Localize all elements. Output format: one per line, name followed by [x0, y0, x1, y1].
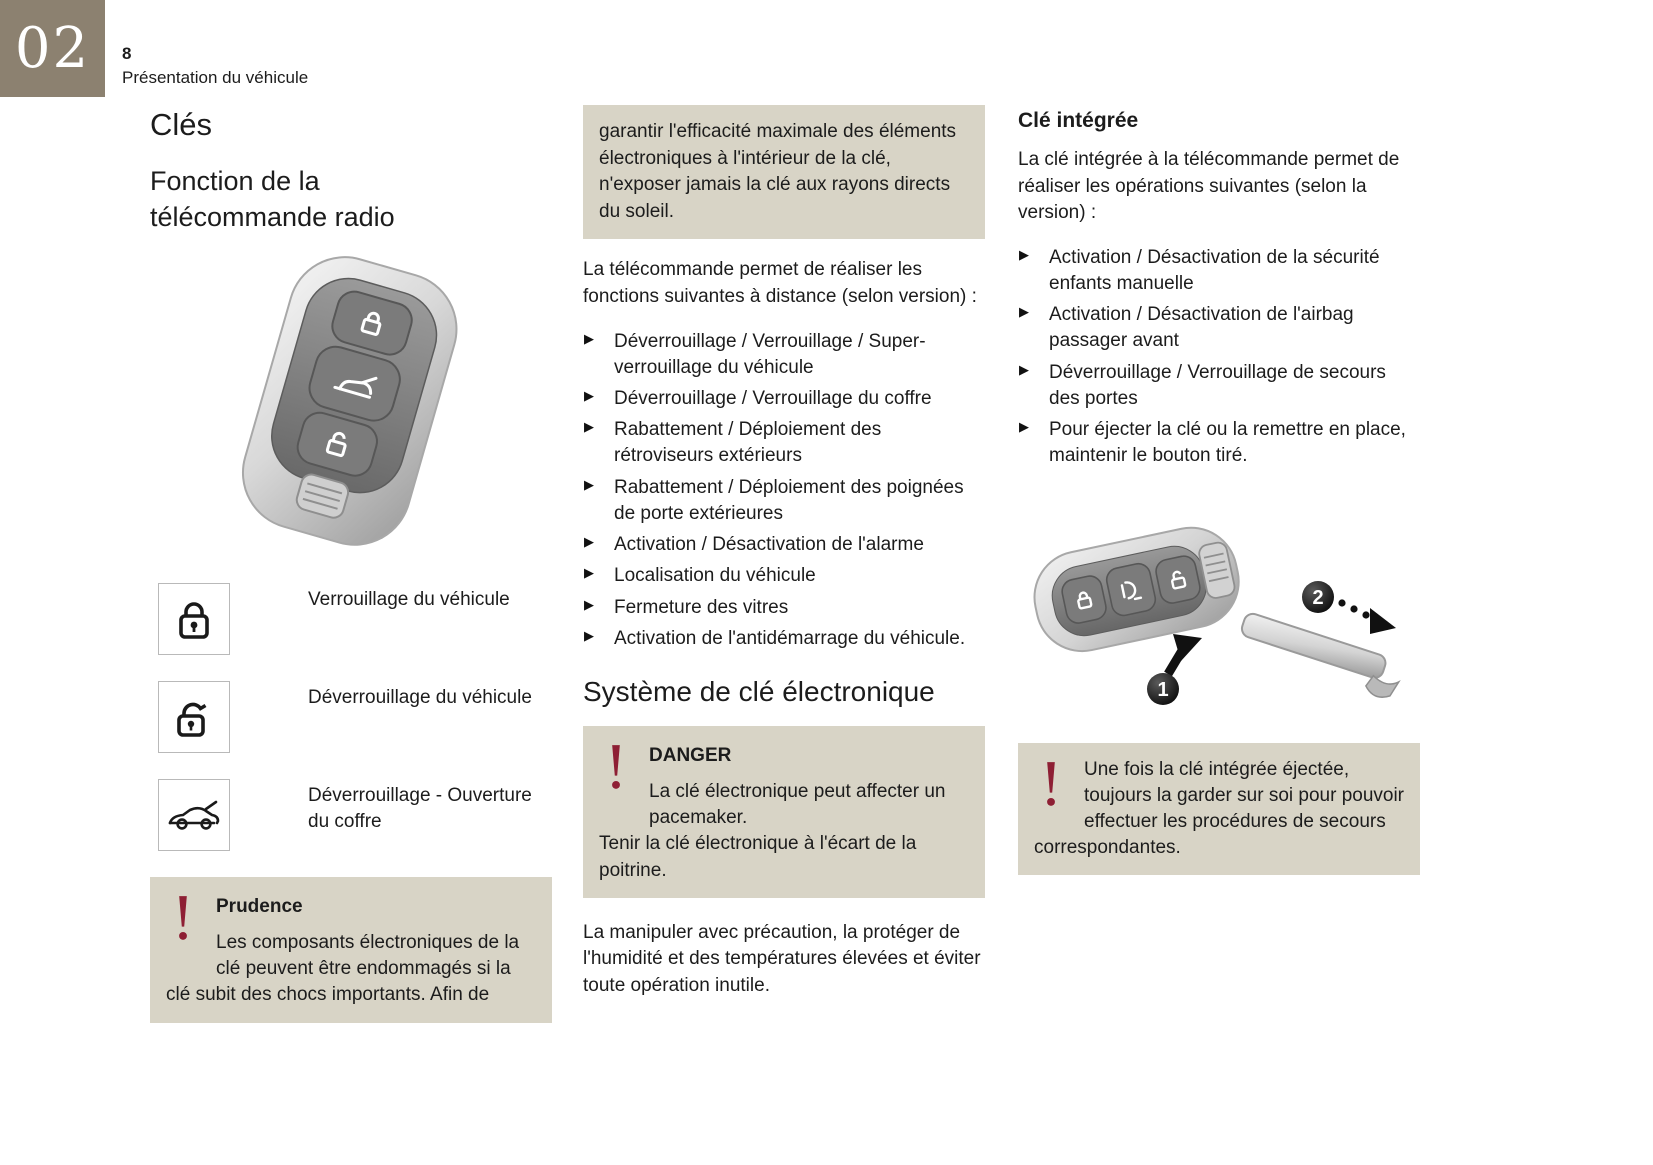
list-item: [583, 532, 985, 558]
list-item: [583, 626, 985, 652]
danger-icon: [605, 744, 639, 814]
page-number: 8: [122, 44, 132, 63]
step-1-label: 1: [1157, 678, 1169, 701]
remote-key-image: [150, 250, 545, 555]
remote-functions-list: [583, 329, 985, 652]
bullet-arrow-icon: ▶: [584, 331, 594, 347]
bullet-arrow-icon: ▶: [1019, 247, 1029, 263]
key-eject-image: [1018, 484, 1418, 719]
bullet-arrow-icon: ▶: [584, 420, 594, 436]
legend-label: Déverrouillage - Ouverture du coffre: [308, 784, 532, 832]
electronic-key-heading: Système de clé électronique: [583, 675, 935, 707]
list-item-text: Fermeture des vitres: [614, 596, 789, 618]
lock-closed-icon: [158, 583, 230, 655]
key-eject-illustration: [1018, 484, 1418, 719]
right-column: [1018, 105, 1420, 875]
integrated-key-heading: Clé intégrée: [1018, 109, 1139, 132]
list-item-text: Activation de l'antidémarrage du véhicule.: [614, 627, 966, 649]
chapter-badge: [0, 0, 105, 97]
chapter-section-title: Présentation du véhicule: [122, 68, 309, 87]
sub-heading: Fonction de la télécommande radio: [150, 166, 395, 233]
list-item-text: Déverrouillage / Verrouillage de secours des portes: [1049, 361, 1386, 409]
legend-label: Verrouillage du véhicule: [308, 588, 510, 610]
list-item-text: Activation / Désactivation de la sécurité enfants manuelle: [1049, 246, 1380, 294]
caution-box: [150, 877, 552, 1023]
list-item-text: Localisation du véhicule: [614, 565, 816, 587]
danger-title: DANGER: [649, 744, 732, 766]
list-item-text: Déverrouillage / Verrouillage / Super-verrouillage du véhicule: [614, 330, 926, 378]
legend-row-trunk: [150, 779, 552, 851]
middle-column: [583, 105, 985, 1018]
list-item: [583, 563, 985, 589]
list-item-text: Activation / Désactivation de l'airbag passager avant: [1049, 304, 1354, 352]
bullet-arrow-icon: ▶: [584, 628, 594, 644]
bullet-arrow-icon: ▶: [584, 389, 594, 404]
step-2-label: 2: [1312, 586, 1324, 609]
bullet-arrow-icon: ▶: [1019, 305, 1029, 321]
caution-continuation-box: [583, 105, 985, 239]
list-item-text: Activation / Désactivation de l'alarme: [614, 534, 924, 556]
dotted-arrow: [1338, 599, 1396, 634]
list-item: [1018, 302, 1420, 354]
chapter-number: 02: [14, 16, 91, 81]
caution-continuation-text: garantir l'efficacité maximale des éléments électroniques à l'intérieur de la clé, n'exposer jamais la clé aux rayons directs du soleil.: [599, 121, 957, 222]
remote-key-illustration: [150, 250, 545, 555]
note-text: Une fois la clé intégrée éjectée, toujours la garder sur soi pour pouvoir effectuer les procédures de secours correspondantes.: [1034, 758, 1405, 859]
remote-functions-intro: La télécommande permet de réaliser les fonctions suivantes à distance (selon version) :: [583, 259, 977, 307]
list-item: [583, 417, 985, 469]
page-heading: Clés: [150, 107, 213, 142]
caution-text: Les composants électroniques de la clé peuvent être endommagés si la clé subit des chocs importants. Afin de: [166, 931, 520, 1006]
integrated-key-intro: La clé intégrée à la télécommande permet de réaliser les opérations suivantes (selon la version) :: [1018, 149, 1400, 224]
list-item: [1018, 360, 1420, 412]
list-item-text: Déverrouillage / Verrouillage du coffre: [614, 388, 932, 409]
list-item-text: Rabattement / Déploiement des rétroviseurs extérieurs: [614, 419, 882, 467]
note-box: [1018, 743, 1420, 876]
list-item: [1018, 417, 1420, 469]
legend-label: Déverrouillage du véhicule: [308, 686, 532, 708]
list-item-text: Rabattement / Déploiement des poignées de porte extérieures: [614, 476, 964, 524]
bullet-arrow-icon: ▶: [1019, 362, 1029, 378]
danger-text-1: La clé électronique peut affecter un pacemaker.: [649, 780, 946, 829]
left-column: [150, 105, 552, 1023]
list-item: [583, 386, 985, 412]
list-item: [583, 595, 985, 621]
bullet-arrow-icon: ▶: [584, 597, 594, 613]
bullet-arrow-icon: ▶: [584, 535, 594, 551]
integrated-key-list: [1018, 245, 1420, 470]
legend-row-unlock: [150, 681, 552, 753]
lock-open-icon: [158, 681, 230, 753]
bullet-arrow-icon: ▶: [584, 566, 594, 582]
bullet-arrow-icon: ▶: [1019, 420, 1029, 436]
list-item-text: Pour éjecter la clé ou la remettre en place, maintenir le bouton tiré.: [1049, 419, 1406, 467]
list-item: [1018, 245, 1420, 297]
car-trunk-open-icon: [158, 779, 230, 851]
danger-box: [583, 726, 985, 898]
warning-icon: [1040, 761, 1074, 813]
caution-title: Prudence: [216, 895, 303, 917]
warning-icon: [172, 895, 206, 959]
list-item: [583, 475, 985, 527]
danger-text-2: Tenir la clé électronique à l'écart de la poitrine.: [599, 833, 917, 881]
legend-row-lock: [150, 583, 552, 655]
list-item: [583, 329, 985, 381]
bullet-arrow-icon: ▶: [584, 477, 594, 493]
handling-advice-text: La manipuler avec précaution, la protéger de l'humidité et des températures élevées et éviter toute opération inutile.: [583, 921, 981, 997]
